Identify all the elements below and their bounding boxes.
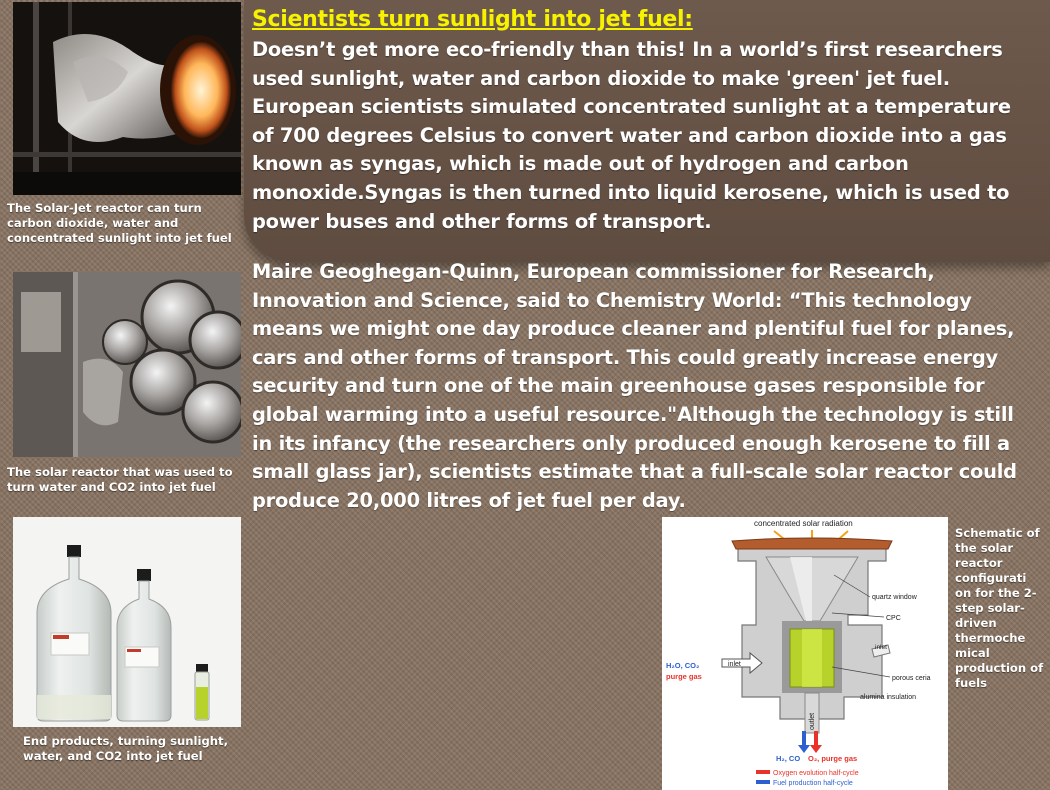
out-right-label: O₂, purge gas	[808, 754, 858, 763]
cpc-label: CPC	[886, 615, 901, 622]
schematic-caption: Schematic of the solar reactor configurati on for the 2-step solar-driven thermoche mical production of fuels	[955, 526, 1044, 690]
solar-reactor-caption: The solar reactor that was used to turn water and CO2 into jet fuel	[7, 465, 233, 494]
paragraph-quote: Maire Geoghegan-Quinn, European commissioner for Research, Innovation and Science, said to Chemistry World: “This technology means we might one day produce cleaner and plentiful fuel for planes, cars and other forms of transport. This could greatly increase energy security and turn one of the main greenhouse gases responsible for global warming into a useful resource."Although the technology is still in its infancy (the researchers only produced enough kerosene to fill a small glass jar), scientists estimate that a full-scale solar reactor could produce 20,000 litres of jet fuel per day.	[252, 260, 1017, 512]
legend-oxygen: Oxygen evolution half-cycle	[773, 770, 859, 777]
products-photo	[13, 517, 241, 727]
inputs-label: H₂O, CO₂	[666, 661, 700, 670]
paragraph-intro: Doesn’t get more eco-friendly than this! In a world’s first researchers used sunlight, water and carbon dioxide to make 'green' jet fuel. European scientists simulated concentrated sunlight at a temperature of 700 degrees Celsius to convert water and carbon dioxide into a gas known as syngas, which is made out of hydrogen and carbon monoxide.Syngas is then turned into liquid kerosene, which is used to power buses and other forms of transport.	[252, 38, 1011, 233]
out-left-label: H₂, CO	[776, 754, 801, 763]
bottles-image	[13, 517, 241, 727]
reactor-image	[13, 2, 241, 195]
schematic-figure	[662, 517, 948, 790]
reactor-schematic	[662, 517, 948, 790]
outlet-label: outlet	[809, 712, 816, 730]
diagram-title: concentrated solar radiation	[754, 519, 853, 528]
reactor-photo	[13, 2, 241, 195]
solar-reactor-image	[13, 272, 241, 457]
porous-ceria-label: porous ceria	[892, 675, 931, 682]
products-caption: End products, turning sunlight, water, and CO2 into jet fuel	[23, 734, 228, 763]
purge-label: purge gas	[666, 672, 702, 681]
inlet-side-label: inlet	[728, 661, 741, 668]
inlet-top-label: inlet	[875, 644, 887, 651]
legend-fuel: Fuel production half-cycle	[773, 780, 853, 787]
headline: Scientists turn sunlight into jet fuel:	[252, 7, 693, 32]
reactor-caption: The Solar-Jet reactor can turn carbon dioxide, water and concentrated sunlight into jet fuel	[7, 201, 232, 245]
quartz-window-label: quartz window	[872, 594, 917, 601]
solar-reactor-photo	[13, 272, 241, 457]
alumina-label: alumina insulation	[860, 694, 917, 701]
